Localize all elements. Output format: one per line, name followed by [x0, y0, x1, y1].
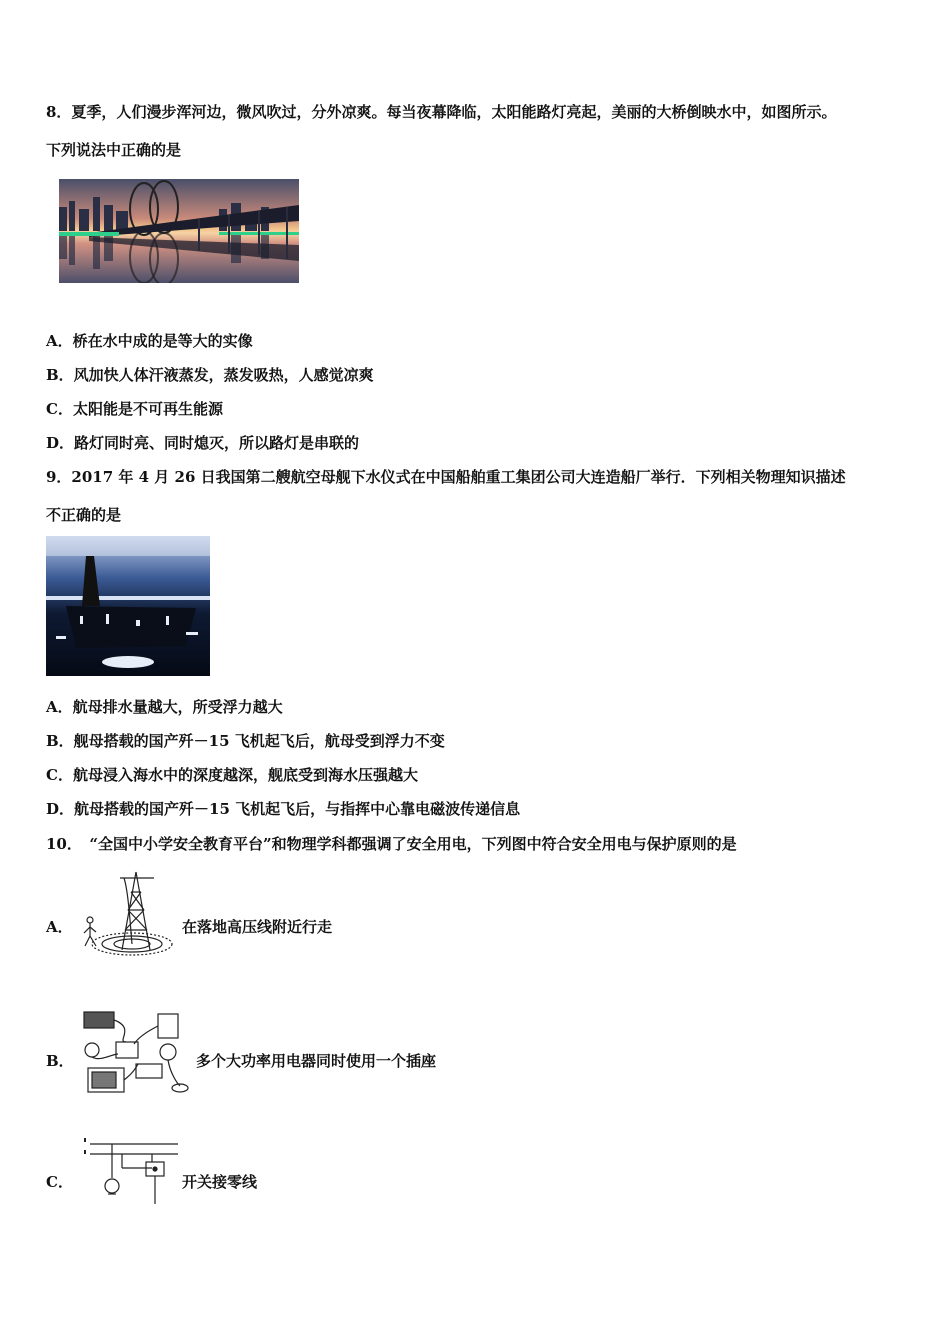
q10-option-b-text: 多个大功率用电器同时使用一个插座: [196, 1052, 437, 1070]
q8-option-a: A．桥在水中成的是等大的实像: [46, 332, 253, 350]
q9-stem-line1: 9．2017 年 4 月 26 日我国第二艘航空母舰下水仪式在中国船舶重工集团公司大连造船厂举行．下列相关物理知识描述: [46, 468, 846, 486]
q8-option-c: C．太阳能是不可再生能源: [46, 400, 223, 418]
overloaded-socket-image: [76, 1002, 190, 1096]
q10-stem: 10． “全国中小学安全教育平台”和物理学科都强调了安全用电，下列图中符合安全用电与保护原则的是: [46, 835, 737, 853]
q10-option-a-text: 在落地高压线附近行走: [182, 918, 333, 936]
q8-option-d: D．路灯同时亮、同时熄灭，所以路灯是串联的: [46, 434, 360, 452]
high-voltage-line-image: [76, 870, 178, 960]
q9-stem-line2: 不正确的是: [46, 506, 122, 524]
q9-option-b: B．舰母搭载的国产歼－15 飞机起飞后，航母受到浮力不变: [46, 732, 445, 750]
q8-stem-line2: 下列说法中正确的是: [46, 141, 182, 159]
q10-option-a-letter: A．: [46, 918, 73, 936]
q9-option-a: A．航母排水量越大，所受浮力越大: [46, 698, 283, 716]
q9-option-d: D．航母搭载的国产歼－15 飞机起飞后，与指挥中心靠电磁波传递信息: [46, 800, 521, 818]
q8-stem-line1: 8．夏季，人们漫步浑河边，微风吹过，分外凉爽。每当夜幕降临，太阳能路灯亮起，美丽的大桥倒映水中，如图所示。: [46, 103, 837, 121]
switch-wiring-diagram-image: [78, 1134, 178, 1210]
aircraft-carrier-image: [46, 536, 210, 676]
q8-option-b: B．风加快人体汗液蒸发，蒸发吸热，人感觉凉爽: [46, 366, 374, 384]
q10-option-c-letter: C．: [46, 1173, 73, 1191]
bridge-reflection-image: [59, 179, 299, 283]
q10-option-c-text: 开关接零线: [182, 1173, 258, 1191]
q10-option-b-letter: B．: [46, 1052, 74, 1070]
q9-option-c: C．航母浸入海水中的深度越深，舰底受到海水压强越大: [46, 766, 418, 784]
